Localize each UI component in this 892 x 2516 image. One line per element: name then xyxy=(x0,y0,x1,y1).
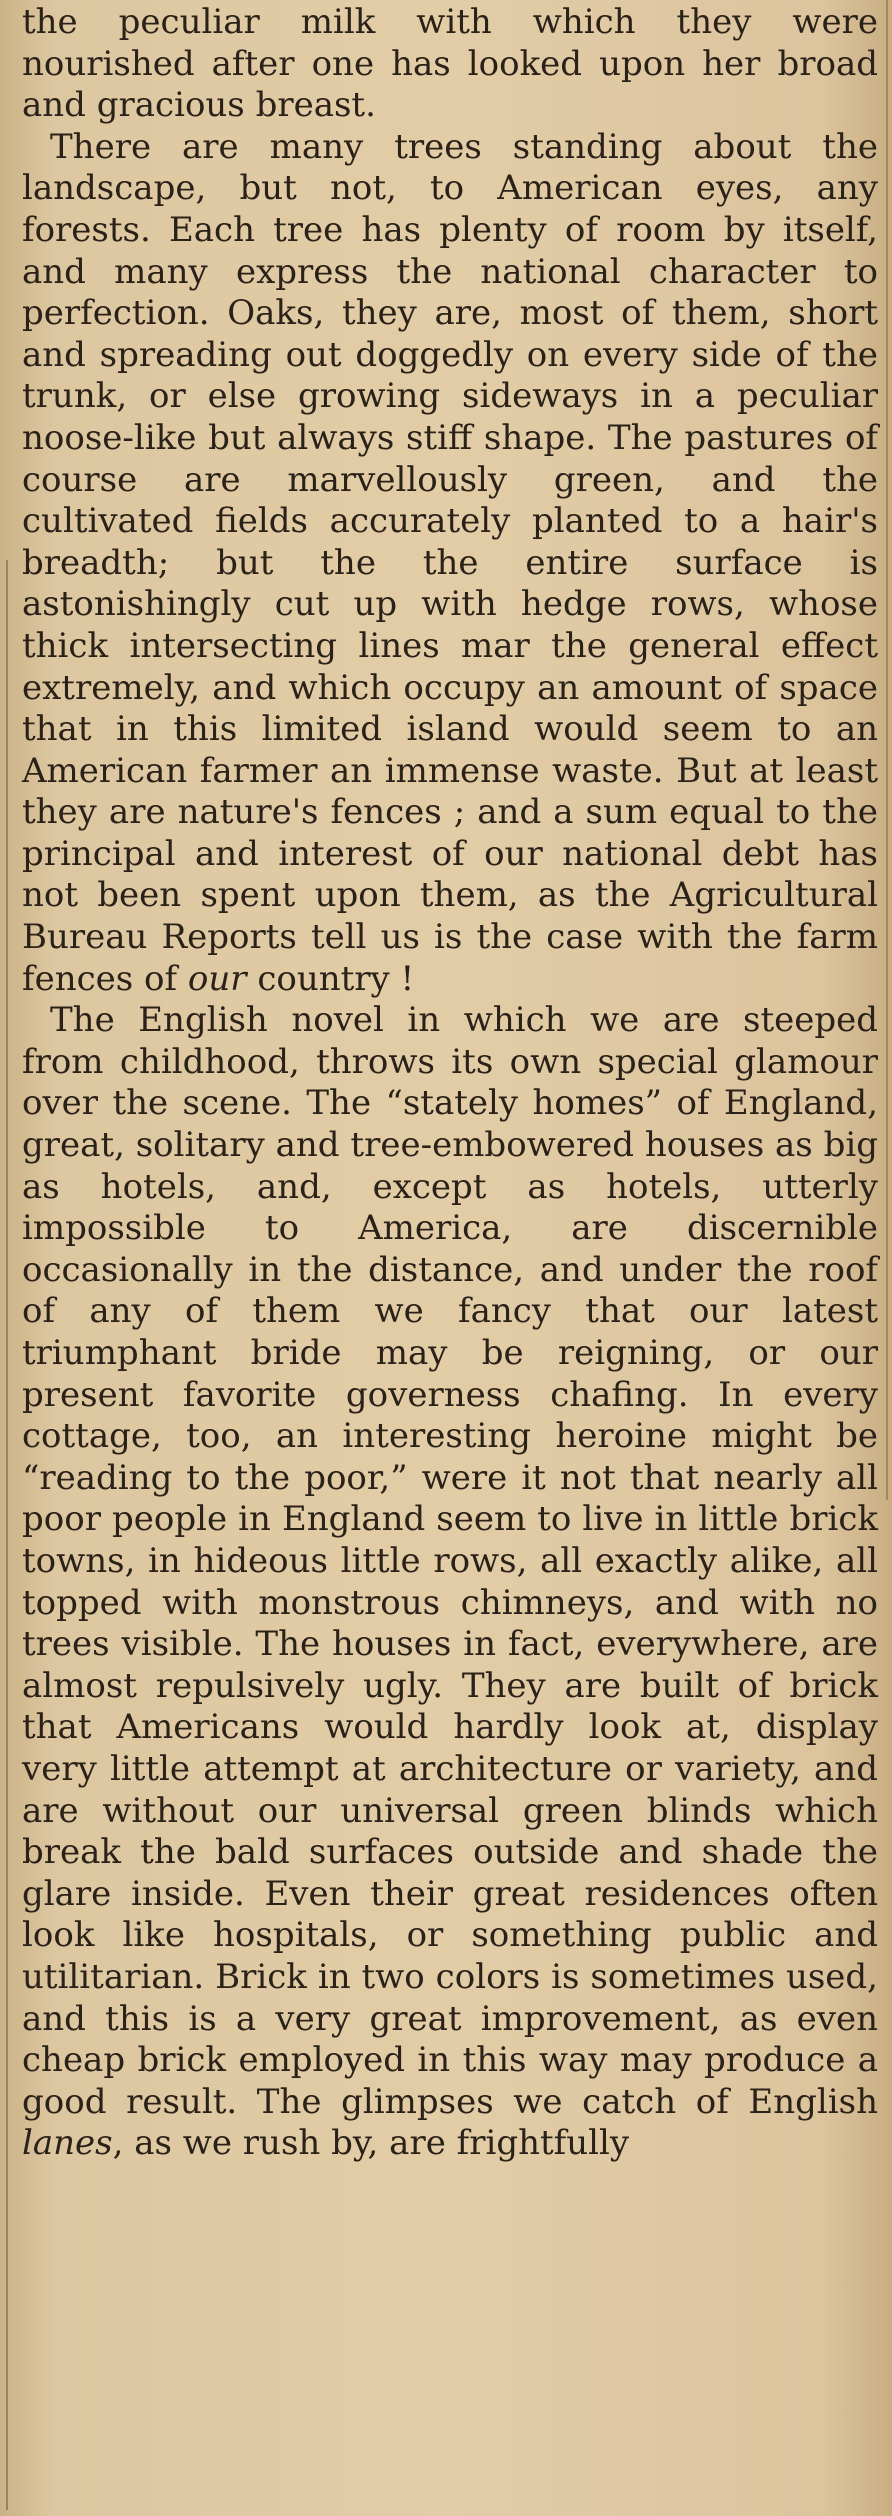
paragraph-2-italic-our: our xyxy=(187,958,247,999)
paragraph-2-text: There are many trees standing about the landscape, but not, to American eyes, any forests. Each tree has plenty of room by itself, and many express the national character to perfection. Oaks, they are, most of them, short and spreading out doggedly on every side of the trunk, or else growing sideways in a peculiar noose-like but always stiff shape. The pastures of course are marvellously green, and the cultivated fields accurately planted to a hair's breadth; but the the entire surface is astonishingly cut up with hedge rows, whose thick intersecting lines mar the general effect extremely, and which occupy an amount of space that in this limited island would seem to an American farmer an immense waste. But at least they are nature's fences ; and a sum equal to the principal and interest of our national debt has not been spent upon them, as the Agricultural Bureau Reports tell us is the case with the farm fences of xyxy=(22,126,878,999)
paragraph-3-text-end: , as we rush by, are frightfully xyxy=(112,2123,630,2164)
column-rule-right xyxy=(886,0,888,1500)
paragraph-3-italic-lanes: lanes xyxy=(22,2123,113,2164)
paragraph-1-text: the peculiar milk with which they were nourished after one has looked upon her broad and gracious breast. xyxy=(22,2,878,126)
column-rule-left xyxy=(6,560,8,2510)
paragraph-2 xyxy=(22,127,878,1000)
article-column xyxy=(22,2,878,2165)
paragraph-2-text-end: country ! xyxy=(246,958,415,999)
paragraph-3 xyxy=(22,1000,878,2165)
paragraph-1 xyxy=(22,2,878,127)
paragraph-3-text: The English novel in which we are steeped from childhood, throws its own special glamour over the scene. The “stately homes” of England, great, solitary and tree-embowered houses as big as hotels, and, except as hotels, utterly impossible to America, are discernible occasionally in the distance, and under the roof of any of them we fancy that our latest triumphant bride may be reigning, or our present favorite governess chafing. In every cottage, too, an interesting heroine might be “reading to the poor,” were it not that nearly all poor people in England seem to live in little brick towns, in hideous little rows, all exactly alike, all topped with monstrous chimneys, and with no trees visible. The houses in fact, everywhere, are almost repulsively ugly. They are built of brick that Americans would hardly look at, display very little attempt at architecture or variety, and are without our universal green blinds which break the bald surfaces outside and shade the glare inside. Even their great residences often look like hospitals, or something public and utilitarian. Brick in two colors is sometimes used, and this is a very great improvement, as even cheap brick employed in this way may produce a good result. The glimpses we catch of English xyxy=(22,1000,878,2122)
